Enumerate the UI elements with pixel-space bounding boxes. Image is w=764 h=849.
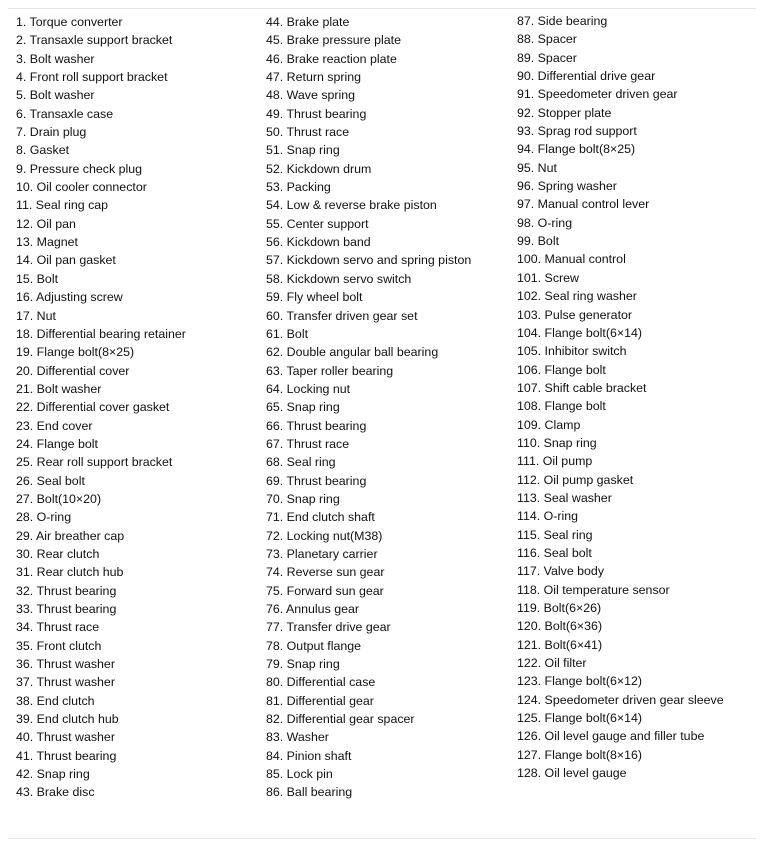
part-item: 9. Pressure check plug bbox=[16, 161, 143, 176]
part-item: 65. Snap ring bbox=[266, 400, 340, 415]
part-item: 59. Fly wheel bolt bbox=[266, 290, 363, 305]
part-item: 98. O-ring bbox=[517, 215, 573, 230]
part-item: 6. Transaxle case bbox=[16, 106, 114, 121]
part-item: 79. Snap ring bbox=[266, 657, 340, 672]
part-item: 16. Adjusting screw bbox=[16, 290, 123, 305]
part-item: 83. Washer bbox=[266, 730, 329, 745]
part-item: 107. Shift cable bracket bbox=[517, 380, 647, 395]
part-item: 19. Flange bolt(8×25) bbox=[16, 345, 135, 360]
part-item: 120. Bolt(6×36) bbox=[517, 619, 603, 634]
part-item: 40. Thrust washer bbox=[16, 730, 115, 745]
parts-column-1 bbox=[16, 13, 186, 802]
part-item: 94. Flange bolt(8×25) bbox=[517, 142, 636, 157]
part-item: 109. Clamp bbox=[517, 417, 581, 432]
part-item: 122. Oil filter bbox=[517, 656, 587, 671]
part-item: 87. Side bearing bbox=[517, 14, 608, 28]
part-item: 42. Snap ring bbox=[16, 767, 90, 782]
part-item: 86. Ball bearing bbox=[266, 785, 353, 800]
part-item: 47. Return spring bbox=[266, 70, 362, 85]
part-item: 104. Flange bolt(6×14) bbox=[517, 325, 643, 340]
part-item: 24. Flange bolt bbox=[16, 436, 98, 451]
part-item: 82. Differential gear spacer bbox=[266, 712, 415, 727]
top-divider bbox=[8, 8, 756, 9]
part-item: 2. Transaxle support bracket bbox=[16, 33, 173, 48]
part-item: 39. End clutch hub bbox=[16, 712, 119, 727]
part-item: 72. Locking nut(M38) bbox=[266, 528, 383, 543]
part-item: 46. Brake reaction plate bbox=[266, 51, 397, 66]
part-item: 102. Seal ring washer bbox=[517, 289, 637, 304]
part-item: 15. Bolt bbox=[16, 271, 59, 286]
part-item: 62. Double angular ball bearing bbox=[266, 345, 439, 360]
part-item: 74. Reverse sun gear bbox=[266, 565, 385, 580]
part-item: 123. Flange bolt(6×12) bbox=[517, 674, 643, 689]
part-item: 60. Transfer driven gear set bbox=[266, 308, 418, 323]
part-item: 75. Forward sun gear bbox=[266, 583, 384, 598]
part-item: 80. Differential case bbox=[266, 675, 376, 690]
part-item: 105. Inhibitor switch bbox=[517, 344, 627, 359]
part-item: 110. Snap ring bbox=[517, 435, 597, 450]
part-item: 31. Rear clutch hub bbox=[16, 565, 124, 580]
part-item: 13. Magnet bbox=[16, 235, 78, 250]
part-item: 90. Differential drive gear bbox=[517, 69, 656, 84]
part-item: 27. Bolt(10×20) bbox=[16, 491, 102, 506]
part-item: 49. Thrust bearing bbox=[266, 106, 367, 121]
part-item: 1. Torque converter bbox=[16, 15, 123, 29]
part-item: 116. Seal bolt bbox=[517, 545, 592, 560]
part-item: 114. O-ring bbox=[517, 509, 579, 524]
part-item: 43. Brake disc bbox=[16, 785, 95, 800]
part-item: 66. Thrust bearing bbox=[266, 418, 367, 433]
part-item: 92. Stopper plate bbox=[517, 105, 612, 120]
part-item: 5. Bolt washer bbox=[16, 88, 95, 103]
part-item: 100. Manual control bbox=[517, 252, 626, 267]
part-item: 76. Annulus gear bbox=[266, 602, 360, 616]
part-item: 69. Thrust bearing bbox=[266, 473, 367, 488]
part-item: 127. Flange bolt(8×16) bbox=[517, 747, 643, 762]
part-item: 53. Packing bbox=[266, 180, 331, 195]
part-item: 64. Locking nut bbox=[266, 381, 351, 396]
part-item: 23. End cover bbox=[16, 418, 93, 433]
part-item: 103. Pulse generator bbox=[517, 307, 633, 322]
parts-column-3 bbox=[517, 12, 724, 782]
part-item: 38. End clutch bbox=[16, 693, 95, 708]
part-item: 93. Sprag rod support bbox=[517, 124, 637, 139]
part-item: 89. Spacer bbox=[517, 50, 577, 65]
part-item: 26. Seal bolt bbox=[16, 473, 85, 488]
part-item: 18. Differential bearing retainer bbox=[16, 326, 186, 341]
part-item: 119. Bolt(6×26) bbox=[517, 601, 602, 615]
part-item: 28. O-ring bbox=[16, 510, 72, 525]
bottom-divider bbox=[8, 838, 756, 839]
part-item: 81. Differential gear bbox=[266, 693, 374, 708]
part-item: 29. Air breather cap bbox=[16, 528, 125, 543]
part-item: 128. Oil level gauge bbox=[517, 766, 627, 781]
part-item: 88. Spacer bbox=[517, 32, 577, 47]
part-item: 67. Thrust race bbox=[266, 436, 350, 451]
part-item: 3. Bolt washer bbox=[16, 51, 95, 66]
part-item: 54. Low & reverse brake piston bbox=[266, 198, 437, 213]
part-item: 126. Oil level gauge and filler tube bbox=[517, 729, 705, 744]
part-item: 55. Center support bbox=[266, 216, 369, 231]
part-item: 48. Wave spring bbox=[266, 88, 356, 103]
part-item: 99. Bolt bbox=[517, 234, 560, 249]
part-item: 71. End clutch shaft bbox=[266, 510, 375, 525]
part-item: 58. Kickdown servo switch bbox=[266, 271, 412, 286]
part-item: 112. Oil pump gasket bbox=[517, 472, 634, 487]
part-item: 85. Lock pin bbox=[266, 767, 333, 782]
part-item: 20. Differential cover bbox=[16, 363, 130, 378]
part-item: 50. Thrust race bbox=[266, 125, 350, 140]
part-item: 108. Flange bolt bbox=[517, 399, 606, 414]
part-item: 77. Transfer drive gear bbox=[266, 620, 391, 635]
part-item: 45. Brake pressure plate bbox=[266, 33, 401, 48]
part-item: 8. Gasket bbox=[16, 143, 70, 158]
part-item: 97. Manual control lever bbox=[517, 197, 650, 212]
part-item: 30. Rear clutch bbox=[16, 546, 100, 561]
part-item: 101. Screw bbox=[517, 270, 579, 285]
part-item: 124. Speedometer driven gear sleeve bbox=[517, 692, 724, 707]
part-item: 111. Oil pump bbox=[517, 454, 593, 469]
part-item: 115. Seal ring bbox=[517, 527, 593, 542]
part-item: 34. Thrust race bbox=[16, 620, 100, 635]
part-item: 10. Oil cooler connector bbox=[16, 180, 147, 195]
part-item: 78. Output flange bbox=[266, 638, 362, 653]
part-item: 33. Thrust bearing bbox=[16, 602, 117, 616]
part-item: 68. Seal ring bbox=[266, 455, 336, 470]
part-item: 125. Flange bolt(6×14) bbox=[517, 711, 643, 726]
part-item: 14. Oil pan gasket bbox=[16, 253, 116, 268]
part-item: 84. Pinion shaft bbox=[266, 748, 352, 763]
part-item: 17. Nut bbox=[16, 308, 56, 323]
part-item: 63. Taper roller bearing bbox=[266, 363, 394, 378]
part-item: 121. Bolt(6×41) bbox=[517, 637, 603, 652]
part-item: 106. Flange bolt bbox=[517, 362, 606, 377]
part-item: 57. Kickdown servo and spring piston bbox=[266, 253, 472, 268]
part-item: 51. Snap ring bbox=[266, 143, 340, 158]
part-item: 117. Valve body bbox=[517, 564, 605, 579]
part-item: 21. Bolt washer bbox=[16, 381, 102, 396]
part-item: 61. Bolt bbox=[266, 326, 309, 341]
part-item: 95. Nut bbox=[517, 160, 557, 175]
part-item: 25. Rear roll support bracket bbox=[16, 455, 173, 470]
part-item: 36. Thrust washer bbox=[16, 657, 115, 672]
part-item: 12. Oil pan bbox=[16, 216, 76, 231]
part-item: 4. Front roll support bracket bbox=[16, 70, 168, 85]
part-item: 41. Thrust bearing bbox=[16, 748, 117, 763]
part-item: 22. Differential cover gasket bbox=[16, 400, 170, 415]
part-item: 113. Seal washer bbox=[517, 490, 612, 505]
part-item: 32. Thrust bearing bbox=[16, 583, 117, 598]
parts-column-2 bbox=[266, 13, 471, 802]
part-item: 70. Snap ring bbox=[266, 491, 340, 506]
part-item: 52. Kickdown drum bbox=[266, 161, 372, 176]
part-item: 11. Seal ring cap bbox=[16, 198, 109, 213]
part-item: 118. Oil temperature sensor bbox=[517, 582, 670, 597]
part-item: 56. Kickdown band bbox=[266, 235, 371, 250]
part-item: 73. Planetary carrier bbox=[266, 546, 378, 561]
part-item: 91. Speedometer driven gear bbox=[517, 87, 678, 102]
part-item: 37. Thrust washer bbox=[16, 675, 115, 690]
part-item: 7. Drain plug bbox=[16, 125, 87, 140]
part-item: 35. Front clutch bbox=[16, 638, 102, 653]
part-item: 44. Brake plate bbox=[266, 15, 350, 29]
part-item: 96. Spring washer bbox=[517, 179, 617, 194]
